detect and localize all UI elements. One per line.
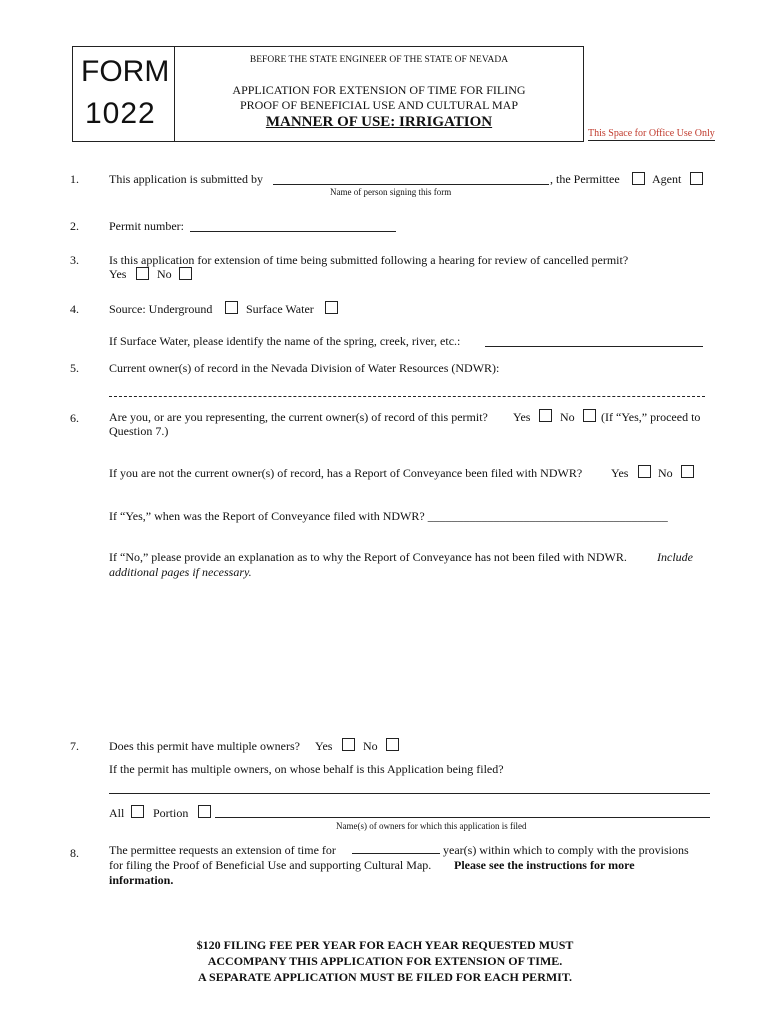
q1-name-field[interactable] <box>273 184 549 185</box>
q7-behalf-field[interactable] <box>109 793 710 794</box>
surface-water-label: Surface Water <box>246 302 314 316</box>
conveyance-explain-text: If “No,” please provide an explanation as to why the Report of Conveyance has not been filed with NDWR. <box>109 550 627 564</box>
all-label: All <box>109 806 125 820</box>
permittee-checkbox[interactable] <box>632 172 645 185</box>
q7-text: Does this permit have multiple owners? <box>109 739 300 753</box>
conveyance-yes-checkbox[interactable] <box>638 465 651 478</box>
q6-no-label: No <box>560 410 575 424</box>
q7-number: 7. <box>70 739 79 753</box>
surface-water-checkbox[interactable] <box>325 301 338 314</box>
q2-text: Permit number: <box>109 219 184 233</box>
conveyance-yes-label: Yes <box>611 466 629 480</box>
q7-behalf-text: If the permit has multiple owners, on whose behalf is this Application being filed? <box>109 762 504 776</box>
q6-text: Are you, or are you representing, the current owner(s) of record of this permit? <box>109 410 488 424</box>
agency-line: BEFORE THE STATE ENGINEER OF THE STATE OF NEVADA <box>249 55 509 65</box>
office-use-label: This Space for Office Use Only <box>588 128 715 139</box>
owner-names-field[interactable] <box>215 817 710 818</box>
conveyance-date-text[interactable]: If “Yes,” when was the Report of Conveyance filed with NDWR? ________________________________________ <box>109 509 668 523</box>
include-note: Include <box>657 550 693 564</box>
q6-no-checkbox[interactable] <box>583 409 596 422</box>
q3-yes-checkbox[interactable] <box>136 267 149 280</box>
q1-caption: Name of person signing this form <box>330 187 452 197</box>
q8-instructions-note: Please see the instructions for more <box>454 858 635 872</box>
title-line-2: PROOF OF BENEFICIAL USE AND CULTURAL MAP <box>239 98 519 112</box>
fee-notice-line-2: ACCOMPANY THIS APPLICATION FOR EXTENSION OF TIME. <box>207 954 563 968</box>
q3-yes-label: Yes <box>109 267 127 281</box>
q6-yes-checkbox[interactable] <box>539 409 552 422</box>
q8-text-2: for filing the Proof of Beneficial Use and supporting Cultural Map. <box>109 858 432 872</box>
all-checkbox[interactable] <box>131 805 144 818</box>
q4-surface-name-text: If Surface Water, please identify the name of the spring, creek, river, etc.: <box>109 334 461 348</box>
q6-proceed-text: (If “Yes,” proceed to <box>601 410 701 424</box>
q8-text-1b: year(s) within which to comply with the provisions <box>443 843 689 857</box>
q8-text-1: The permittee requests an extension of time for <box>109 843 336 857</box>
form-number-box <box>72 46 175 142</box>
q6-number: 6. <box>70 411 79 425</box>
agent-label: Agent <box>652 172 682 186</box>
portion-label: Portion <box>153 806 189 820</box>
underground-checkbox[interactable] <box>225 301 238 314</box>
q1-number: 1. <box>70 172 79 186</box>
q2-number: 2. <box>70 219 79 233</box>
portion-checkbox[interactable] <box>198 805 211 818</box>
q7-yes-checkbox[interactable] <box>342 738 355 751</box>
conveyance-question: If you are not the current owner(s) of record, has a Report of Conveyance been filed with NDWR? <box>109 466 583 480</box>
conveyance-no-label: No <box>658 466 673 480</box>
q1-permittee-label: , the Permittee <box>550 172 620 186</box>
q7-yes-label: Yes <box>315 739 333 753</box>
surface-source-field[interactable] <box>485 346 703 347</box>
q4-source-label: Source: Underground <box>109 302 213 316</box>
q8-text-3: information. <box>109 873 174 887</box>
q7-caption: Name(s) of owners for which this application is filed <box>336 821 527 831</box>
permit-number-field[interactable] <box>190 231 396 232</box>
q1-text: This application is submitted by <box>109 172 263 186</box>
q7-no-checkbox[interactable] <box>386 738 399 751</box>
fee-notice-line-3: A SEPARATE APPLICATION MUST BE FILED FOR EACH PERMIT. <box>198 970 572 984</box>
fee-notice-line-1: $120 FILING FEE PER YEAR FOR EACH YEAR REQUESTED MUST <box>196 938 574 952</box>
owner-of-record-field[interactable] <box>109 396 705 397</box>
title-line-1: APPLICATION FOR EXTENSION OF TIME FOR FILING <box>232 83 526 97</box>
years-field[interactable] <box>352 853 440 854</box>
form-label: FORM <box>81 55 170 88</box>
q3-text: Is this application for extension of time being submitted following a hearing for review of cancelled permit? <box>109 253 629 267</box>
q8-number: 8. <box>70 846 79 860</box>
q6-yes-label: Yes <box>513 410 531 424</box>
conveyance-no-checkbox[interactable] <box>681 465 694 478</box>
form-number: 1022 <box>85 97 156 130</box>
q5-text: Current owner(s) of record in the Nevada Division of Water Resources (NDWR): <box>109 361 500 375</box>
q3-no-label: No <box>157 267 172 281</box>
manner-of-use-title: MANNER OF USE: IRRIGATION <box>265 114 493 130</box>
agent-checkbox[interactable] <box>690 172 703 185</box>
title-box <box>174 46 584 142</box>
q5-number: 5. <box>70 361 79 375</box>
q7-no-label: No <box>363 739 378 753</box>
q3-no-checkbox[interactable] <box>179 267 192 280</box>
q6-proceed-text-2: Question 7.) <box>109 424 169 438</box>
q4-number: 4. <box>70 302 79 316</box>
q3-number: 3. <box>70 253 79 267</box>
additional-pages-note: additional pages if necessary. <box>109 565 252 579</box>
